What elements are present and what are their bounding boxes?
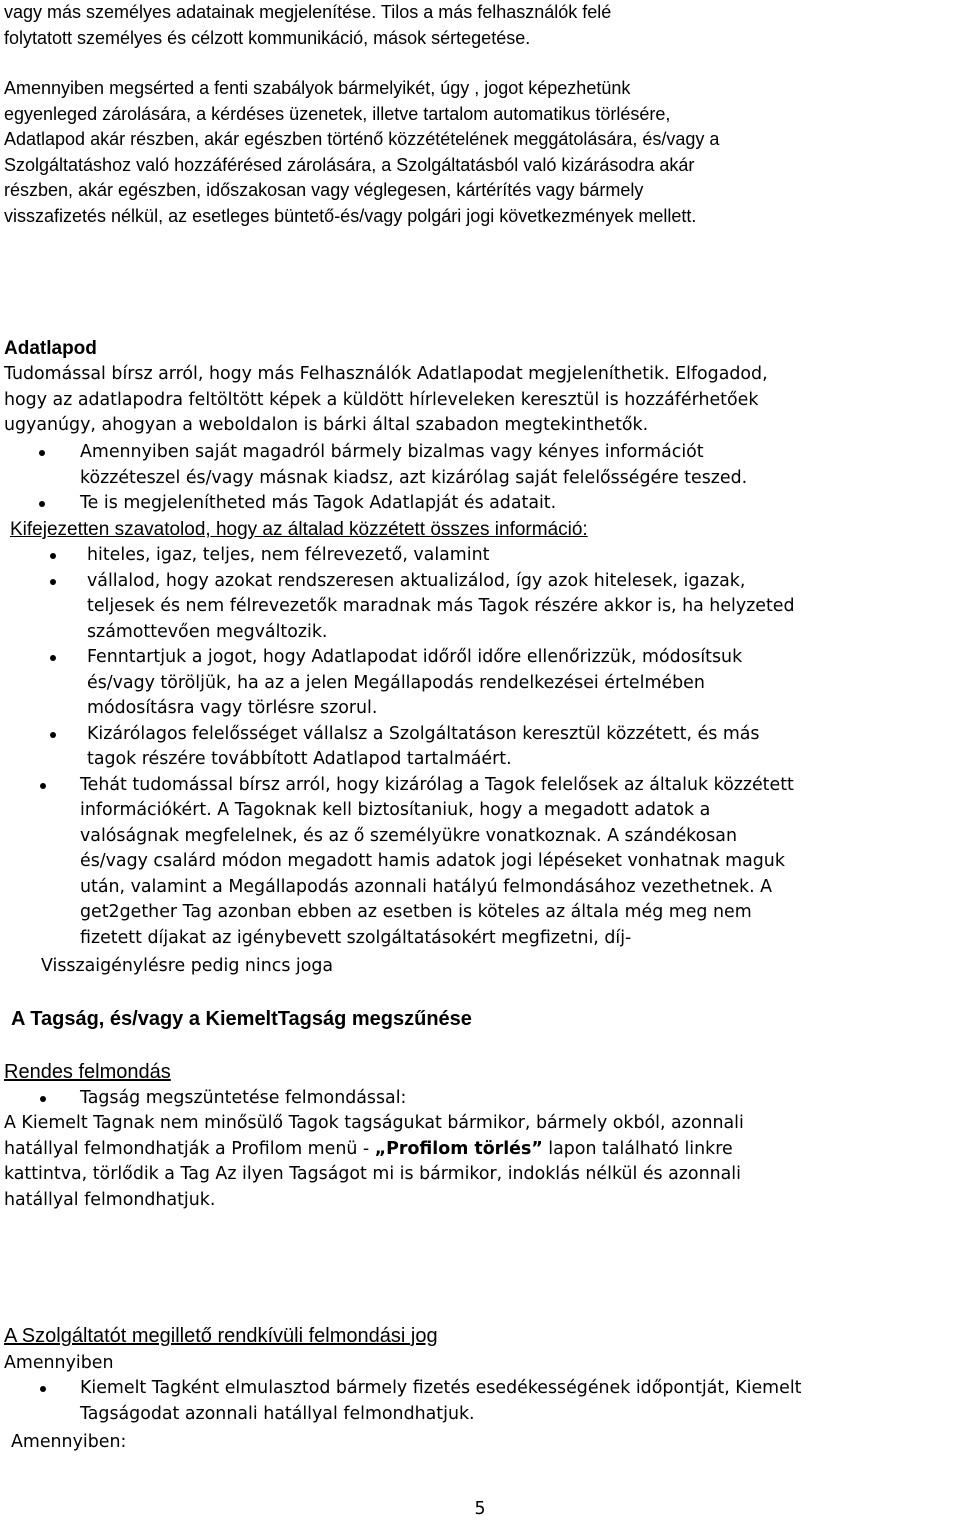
text-line: Adatlapod akár részben, akár egészben történő közzétételének meggátolására, és/vagy a [4, 129, 720, 150]
list-item [0, 543, 960, 569]
ordinary-termination-heading: Rendes felmondás [4, 1061, 171, 1083]
text-line: egyenleged zárolására, a kérdéses üzenetek, illetve tartalom automatikus törlésére, [4, 103, 671, 124]
text-line: számottevően megváltozik. [87, 621, 328, 642]
list-item [0, 722, 960, 773]
bullet-icon [50, 579, 56, 585]
bullet-icon [50, 553, 56, 559]
bullet-icon [39, 501, 45, 507]
text-line: folytatott személyes és célzott kommunikáció, mások sértegetése. [4, 27, 531, 48]
text-line: valóságnak megfelelnek, és az ő személyükre vonatkoznak. A szándékosan [80, 825, 737, 846]
text-line: hatállyal felmondhatjuk. [4, 1189, 216, 1210]
list-item [0, 773, 960, 952]
bullet-icon [39, 450, 45, 456]
text-line: visszafizetés nélkül, az esetleges büntető-és/vagy polgári jogi következmények mellett. [4, 205, 697, 226]
text-line: és/vagy töröljük, ha az a jelen Megállapodás rendelkezései értelmében [87, 672, 705, 693]
bullet-icon [40, 1386, 46, 1392]
declaration-tail: Visszaigénylésre pedig nincs joga [41, 956, 334, 976]
text-line: Kizárólagos felelősséget vállalsz a Szolgáltatáson keresztül közzétett, és más [87, 723, 760, 744]
section-heading-adatlapod: Adatlapod [4, 338, 97, 359]
list-item [0, 1086, 960, 1112]
text-line: Amennyiben saját magadról bármely bizalmas vagy kényes információt [80, 442, 704, 462]
profile-delete-link-label: „Profilom törlés” [374, 1138, 543, 1159]
sanction-paragraph [4, 76, 956, 230]
list-item [0, 440, 960, 491]
text-line: hiteles, igaz, teljes, nem félrevezető, valamint [87, 545, 490, 565]
list-item [0, 569, 960, 646]
ordinary-termination-paragraph [4, 1111, 956, 1213]
text-line: közzéteszel és/vagy másnak kiadsz, azt kizárólag saját felelősségére teszed. [80, 467, 748, 488]
text-line: get2gether Tag azonban ebben az esetben is köteles az általa még meg nem [80, 902, 752, 922]
text-line: információkért. A Tagoknak kell biztosítaniuk, hogy a megadott adatok a [80, 800, 711, 820]
text-line: Tagság megszüntetése felmondással: [80, 1088, 407, 1108]
text-line: Tagságodat azonnali hatállyal felmondhatjuk. [80, 1403, 475, 1424]
bullet-icon [40, 783, 46, 789]
page-number: 5 [474, 1499, 486, 1519]
bullet-icon [50, 732, 56, 738]
extraordinary-bullet [0, 1376, 960, 1427]
declaration-heading: Kifejezetten szavatolod, hogy az általad közzétett összes információ: [10, 519, 588, 540]
adatlapod-bullet-list [0, 440, 960, 517]
text-line: ugyanúgy, ahogyan a weboldalon is bárki által szabadon megtekinthetők. [4, 415, 649, 435]
bullet-icon [50, 655, 56, 661]
text-line: vagy más személyes adatainak megjelenítése. Tilos a más felhasználók felé [4, 2, 612, 22]
text-line: és/vagy csalárd módon megadott hamis adatok jogi lépéseket vonhatnak maguk [80, 851, 785, 871]
text-run: lapon található linkre [542, 1138, 733, 1159]
text-line: kattintva, törlődik a Tag Az ilyen Tagságot mi is bármikor, indoklás nélkül és azonnali [4, 1164, 741, 1184]
list-item [0, 491, 960, 517]
adatlapod-intro [4, 362, 956, 439]
text-line: A Kiemelt Tagnak nem minősülő Tagok tagságukat bármikor, bármely okból, azonnali [4, 1113, 744, 1133]
text-line: után, valamint a Megállapodás azonnali hatályú felmondásához vezethetnek. A [80, 876, 773, 897]
text-line: tagok részére továbbított Adatlapod tartalmáért. [87, 749, 512, 769]
text-line: hogy az adatlapodra feltöltött képek a küldött hírleveleken keresztül is hozzáférhetőek [4, 389, 759, 410]
text-line: Kiemelt Tagként elmulasztod bármely fizetés esedékességének időpontját, Kiemelt [80, 1378, 802, 1398]
declaration-bullet-list [0, 543, 960, 951]
text-line: Amennyiben megsérted a fenti szabályok bármelyikét, úgy , jogot képezhetünk [4, 78, 631, 98]
text-line: vállalod, hogy azokat rendszeresen aktualizálod, így azok hitelesek, igazak, [87, 570, 746, 591]
text-line: Tudomással bírsz arról, hogy más Felhasználók Adatlapodat megjeleníthetik. Elfogadod, [4, 364, 768, 384]
text-line: teljesek és nem félrevezetők maradnak más Tagok részére akkor is, ha helyzeted [87, 596, 795, 616]
text-line: Tehát tudomással bírsz arról, hogy kizárólag a Tagok felelősek az általuk közzétett [80, 774, 794, 795]
bullet-icon [40, 1096, 46, 1102]
ordinary-bullet [0, 1086, 960, 1112]
text-line: Fenntartjuk a jogot, hogy Adatlapodat időről időre ellenőrizzük, módosítsuk [87, 647, 743, 667]
extraordinary-termination-heading: A Szolgáltatót megillető rendkívüli felmondási jog [4, 1325, 438, 1347]
termination-heading: A Tagság, és/vagy a KiemeltTagság megszűnése [11, 1008, 472, 1030]
extraordinary-intro: Amennyiben [4, 1353, 114, 1373]
list-item [0, 645, 960, 722]
text-run: hatállyal felmondhatják a Profilom menü - [4, 1138, 375, 1159]
text-line: Te is megjelenítheted más Tagok Adatlapját és adatait. [80, 493, 557, 513]
list-item [0, 1376, 960, 1427]
text-line: Szolgáltatáshoz való hozzáférésed zárolására, a Szolgáltatásból való kizárásodra akár [4, 154, 695, 175]
continued-paragraph [4, 0, 956, 51]
extraordinary-tail: Amennyiben: [11, 1432, 127, 1452]
text-line: módosításra vagy törlésre szorul. [87, 698, 378, 718]
text-line [4, 1137, 956, 1163]
text-line: fizetett díjakat az igénybevett szolgáltatásokért megfizetni, díj- [80, 927, 632, 948]
text-line: részben, akár egészben, időszakosan vagy véglegesen, kártérítés vagy bármely [4, 180, 644, 201]
